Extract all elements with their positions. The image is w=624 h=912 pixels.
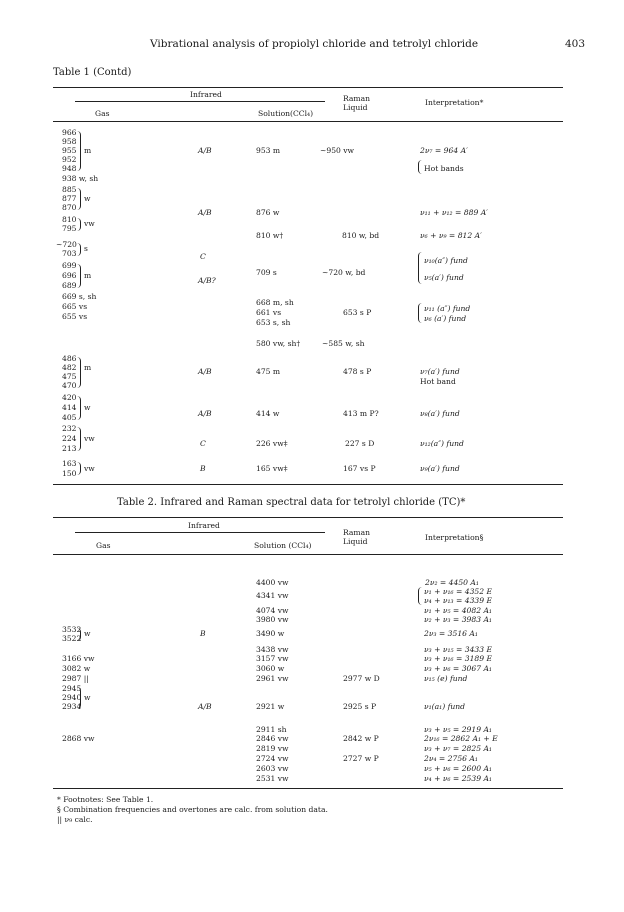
t2-header-gas: Gas <box>96 541 111 550</box>
t1-header-solution: Solution(CCl₄) <box>258 109 314 118</box>
t1-gas-value: 955 <box>62 146 77 155</box>
t2-solution-value: 3060 w <box>256 664 285 673</box>
t2-interpretation: 2ν₃ = 3516 A₁ <box>424 629 478 638</box>
t2-gas-mark: w <box>84 629 91 638</box>
t2-interpretation: ν₄ + ν₆ = 2539 A₁ <box>424 774 492 783</box>
t2-solution-value: 2724 vw <box>256 754 289 763</box>
t2-solution-value: 4400 vw <box>256 578 289 587</box>
t1-gas-value: 655 vs <box>62 312 88 321</box>
t1-interpretation: ν₇(a′) fund <box>420 367 460 376</box>
t1-solution-value: 876 w <box>256 208 280 217</box>
t1-solution-value: 580 vw, sh† <box>256 339 301 348</box>
t1-interp-brace <box>418 252 422 284</box>
t2-solution-value: 2603 vw <box>256 764 289 773</box>
t2-gas-value: 2868 vw <box>62 734 95 743</box>
t1-solution-value: 414 w <box>256 409 280 418</box>
t2-gas-value: 2945 <box>62 684 82 693</box>
t1-gas-mark: vw <box>84 219 95 228</box>
t1-gas-mark: s <box>84 244 88 253</box>
t1-solution-value: 668 m, sh <box>256 298 294 307</box>
table1-top-rule <box>53 87 563 88</box>
t2-band-type: B <box>200 629 206 638</box>
t1-band-type: B <box>200 464 206 473</box>
page-number: 403 <box>565 38 586 50</box>
t1-gas-mark: vw <box>84 434 95 443</box>
t2-gas-value: 2940 <box>62 693 82 702</box>
t2-header-liquid: Liquid <box>343 537 368 546</box>
t1-raman-value: 227 s D <box>345 439 375 448</box>
t1-gas-value: 810 <box>62 215 77 224</box>
t1-gas-value: 665 vs <box>62 302 88 311</box>
t1-gas-value: 689 <box>62 281 77 290</box>
t1-interpretation: ν₁₁ (a″) fund <box>424 304 471 313</box>
t1-gas-mark: w <box>84 403 91 412</box>
t2-gas-mark: w <box>84 693 91 702</box>
t2-solution-value: 2846 vw <box>256 734 289 743</box>
table2-bottom-rule <box>53 788 563 789</box>
t1-gas-brace <box>77 462 81 475</box>
t1-gas-value: 703 <box>62 249 77 258</box>
t1-gas-brace <box>77 357 81 388</box>
table1-title: Table 1 (Contd) <box>53 67 132 78</box>
t1-gas-mark: w <box>84 194 91 203</box>
t2-gas-value: 2987 || <box>62 674 89 683</box>
t1-gas-value: 938 w, sh <box>62 174 99 183</box>
t1-interpretation: ν₆ (a′) fund <box>424 314 467 323</box>
footnote: * Footnotes: See Table 1. <box>57 795 154 804</box>
t1-raman-value: 653 s P <box>343 308 372 317</box>
t1-infrared-rule <box>75 101 325 102</box>
t2-interpretation: ν₁(a₁) fund <box>424 702 466 711</box>
t1-interpretation: Hot bands <box>424 164 464 173</box>
t1-raman-value: 167 vs P <box>343 464 376 473</box>
t2-gas-value: 3532 <box>62 625 82 634</box>
t2-solution-value: 2819 vw <box>256 744 289 753</box>
table2-top-rule <box>53 517 563 518</box>
t1-gas-mark: m <box>84 271 92 280</box>
t1-solution-value: 709 s <box>256 268 277 277</box>
table2-caption: Table 2. Infrared and Raman spectral data for tetrolyl chloride (TC)* <box>117 497 466 508</box>
t1-gas-value: 414 <box>62 403 77 412</box>
t1-header-raman: Raman <box>343 94 371 103</box>
t1-gas-brace <box>77 188 81 210</box>
t1-interp-brace <box>418 303 422 323</box>
t1-band-type: C <box>200 252 206 261</box>
t2-interpretation: ν₃ + ν₁₆ = 3189 E <box>424 654 493 663</box>
t1-raman-value: 478 s P <box>343 367 372 376</box>
t1-interpretation: ν₈(a′) fund <box>420 409 460 418</box>
t2-solution-value: 4074 vw <box>256 606 289 615</box>
t1-gas-value: 405 <box>62 413 77 422</box>
t2-raman-value: 2842 w P <box>343 734 379 743</box>
t1-band-type: A/B <box>198 208 212 217</box>
t1-header-interpretation: Interpretation* <box>425 98 484 107</box>
t1-gas-mark: m <box>84 363 92 372</box>
t2-gas-value: 3082 w <box>62 664 91 673</box>
t2-interpretation: ν₁ + ν₅ = 4082 A₁ <box>424 606 492 615</box>
t1-gas-value: 232 <box>62 424 77 433</box>
t2-interpretation: ν₃ + ν₇ = 2825 A₁ <box>424 744 492 753</box>
footnote: § Combination frequencies and overtones are calc. from solution data. <box>57 805 328 814</box>
t1-solution-value: 810 w† <box>256 231 284 240</box>
t1-gas-mark: m <box>84 146 92 155</box>
t1-gas-value: 870 <box>62 203 77 212</box>
table1-bottom-rule <box>53 484 563 485</box>
t2-raman-value: 2727 w P <box>343 754 379 763</box>
t1-header-rule <box>53 121 563 122</box>
t2-header-infrared: Infrared <box>188 521 220 530</box>
t2-interpretation: 2ν₄ = 2756 A₁ <box>424 754 478 763</box>
t1-band-type: A/B <box>198 146 212 155</box>
t2-band-type: A/B <box>198 702 212 711</box>
t2-gas-brace <box>77 628 81 641</box>
t1-gas-value: 696 <box>62 271 77 280</box>
t1-solution-value: 475 m <box>256 367 281 376</box>
t1-gas-value: 699 <box>62 261 77 270</box>
t2-interpretation: 2ν₁₆ = 2862 A₁ + E <box>424 734 498 743</box>
t2-solution-value: 3980 vw <box>256 615 289 624</box>
t2-header-solution: Solution (CCl₄) <box>254 541 312 550</box>
t1-gas-value: 213 <box>62 444 77 453</box>
t1-gas-brace <box>77 243 81 256</box>
t1-interpretation: Hot band <box>420 377 456 386</box>
t1-gas-value: 224 <box>62 434 77 443</box>
t2-solution-value: 3490 w <box>256 629 285 638</box>
t2-interpretation: ν₁ + ν₁₆ = 4352 E <box>424 587 493 596</box>
t2-solution-value: 3438 vw <box>256 645 289 654</box>
t2-interp-brace <box>418 587 422 605</box>
t1-gas-value: 150 <box>62 469 77 478</box>
t2-interpretation: ν₃ + ν₁₅ = 3433 E <box>424 645 493 654</box>
t2-solution-value: 4341 vw <box>256 591 289 600</box>
t1-raman-value: ~950 vw <box>320 146 355 155</box>
t1-interpretation: ν₁₂(a″) fund <box>420 439 464 448</box>
t1-band-type: A/B <box>198 367 212 376</box>
t1-header-liquid: Liquid <box>343 103 368 112</box>
t2-gas-value: 2934 <box>62 702 82 711</box>
t1-gas-brace <box>77 427 81 451</box>
t2-solution-value: 3157 vw <box>256 654 289 663</box>
t1-gas-value: 958 <box>62 137 77 146</box>
t2-solution-value: 2961 vw <box>256 674 289 683</box>
t1-solution-value: 653 s, sh <box>256 318 291 327</box>
t2-interpretation: ν₃ + ν₅ = 2919 A₁ <box>424 725 492 734</box>
t2-header-interpretation: Interpretation§ <box>425 533 484 542</box>
t1-gas-value: 885 <box>62 185 77 194</box>
t1-gas-brace <box>77 218 81 231</box>
t1-gas-brace <box>77 264 81 288</box>
t1-solution-value: 661 vs <box>256 308 282 317</box>
t2-interpretation: ν₄ + ν₁₃ = 4339 E <box>424 596 493 605</box>
t1-solution-value: 953 m <box>256 146 281 155</box>
t1-gas-value: 948 <box>62 164 77 173</box>
t1-gas-brace <box>77 131 81 171</box>
t2-interpretation: 2ν₂ = 4450 A₁ <box>425 578 479 587</box>
t2-solution-value: 2921 w <box>256 702 285 711</box>
t1-header-infrared: Infrared <box>190 90 222 99</box>
t1-interpretation: ν₉(a′) fund <box>420 464 460 473</box>
t1-gas-value: 420 <box>62 393 77 402</box>
t1-raman-value: 413 m P? <box>343 409 379 418</box>
t1-interp-brace <box>418 160 422 174</box>
t1-band-type: A/B? <box>198 276 216 285</box>
t2-header-rule <box>53 554 563 555</box>
t1-raman-value: 810 w, bd <box>342 231 380 240</box>
t1-solution-value: 165 vw‡ <box>256 464 288 473</box>
footnote: || ν₉ calc. <box>57 815 93 824</box>
t2-interpretation: ν₃ + ν₆ = 3067 A₁ <box>424 664 492 673</box>
t1-gas-value: 795 <box>62 224 77 233</box>
t1-gas-value: 486 <box>62 354 77 363</box>
t1-band-type: A/B <box>198 409 212 418</box>
t2-raman-value: 2977 w D <box>343 674 380 683</box>
t1-gas-value: ~720 <box>56 240 77 249</box>
t2-raman-value: 2925 s P <box>343 702 377 711</box>
t1-gas-value: 877 <box>62 194 77 203</box>
t1-raman-value: ~720 w, bd <box>322 268 366 277</box>
t1-gas-value: 952 <box>62 155 77 164</box>
t1-raman-value: ~585 w, sh <box>322 339 365 348</box>
t2-interpretation: ν₁₅ (e) fund <box>424 674 468 683</box>
t1-gas-brace <box>77 396 81 420</box>
t1-interpretation: ν₁₁ + ν₁₂ = 889 A′ <box>420 208 488 217</box>
t1-gas-value: 475 <box>62 372 77 381</box>
t1-gas-value: 669 s, sh <box>62 292 97 301</box>
t1-interpretation: ν₅(a′) fund <box>424 273 464 282</box>
t2-interpretation: ν₂ + ν₃ = 3983 A₁ <box>424 615 492 624</box>
t2-gas-brace <box>77 687 81 709</box>
t1-interpretation: 2ν₇ = 964 A′ <box>420 146 468 155</box>
t2-infrared-rule <box>75 532 325 533</box>
t1-gas-value: 470 <box>62 381 77 390</box>
t1-band-type: C <box>200 439 206 448</box>
running-title: Vibrational analysis of propiolyl chloride and tetrolyl chloride <box>150 38 479 50</box>
t2-interpretation: ν₅ + ν₆ = 2600 A₁ <box>424 764 492 773</box>
t1-interpretation: ν₆ + ν₉ = 812 A′ <box>420 231 482 240</box>
t2-solution-value: 2911 sh <box>256 725 287 734</box>
t1-gas-value: 482 <box>62 363 77 372</box>
t2-gas-value: 3166 vw <box>62 654 95 663</box>
t2-gas-value: 3522 <box>62 634 82 643</box>
t2-header-raman: Raman <box>343 528 371 537</box>
t1-solution-value: 226 vw‡ <box>256 439 288 448</box>
t1-gas-value: 163 <box>62 459 77 468</box>
t1-interpretation: ν₁₀(a″) fund <box>424 256 468 265</box>
t1-gas-mark: vw <box>84 464 95 473</box>
t1-header-gas: Gas <box>95 109 110 118</box>
t2-solution-value: 2531 vw <box>256 774 289 783</box>
t1-gas-value: 966 <box>62 128 77 137</box>
